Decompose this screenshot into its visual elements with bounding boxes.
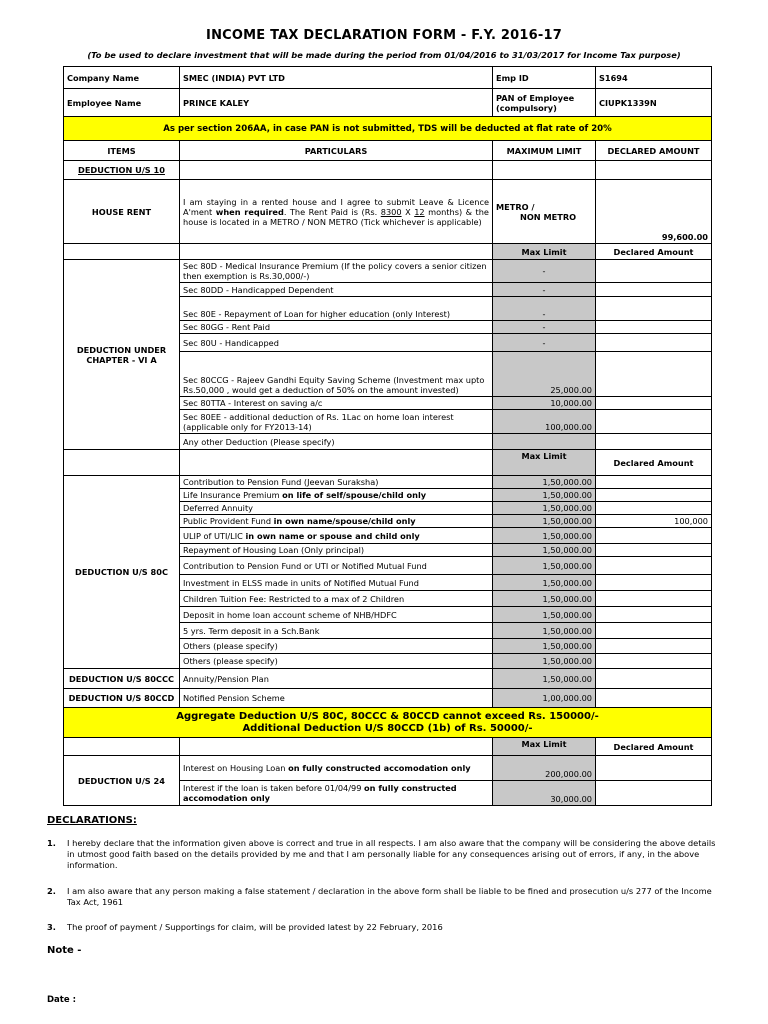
limit-cell: 1,00,000.00 — [493, 689, 596, 708]
note-label: Note - — [47, 945, 82, 956]
limit-cell: - — [493, 297, 596, 321]
limit-cell: 1,50,000.00 — [493, 623, 596, 639]
declared-input[interactable] — [596, 575, 712, 591]
section-label-u-s-10: DEDUCTION U/S 10 — [64, 161, 180, 180]
deduction-80ccc-label: DEDUCTION U/S 80CCC — [64, 669, 180, 689]
employee-value[interactable]: PRINCE KALEY — [180, 89, 493, 117]
particular-cell: Sec 80EE - additional deduction of Rs. 1Lac on home loan interest (applicable only for FY2013-14) — [180, 410, 493, 434]
limit-cell: 1,50,000.00 — [493, 489, 596, 502]
declared-input[interactable] — [596, 781, 712, 806]
particular-cell: Interest on Housing Loan on fully constructed accomodation only — [180, 756, 493, 781]
deduction-24-label: DEDUCTION U/S 24 — [64, 756, 180, 806]
limit-cell: 1,50,000.00 — [493, 654, 596, 669]
particular-cell: Sec 80TTA - Interest on saving a/c — [180, 397, 493, 410]
aggregate-notice — [64, 708, 712, 738]
particular-cell: Repayment of Housing Loan (Only principal) — [180, 544, 493, 557]
limit-cell: 1,50,000.00 — [493, 528, 596, 544]
limit-cell: 1,50,000.00 — [493, 544, 596, 557]
table-row — [64, 669, 712, 689]
limit-cell: - — [493, 321, 596, 334]
particular-cell: Sec 80U - Handicapped — [180, 334, 493, 352]
form-subtitle: (To be used to declare investment that will be made during the period from 01/04/2016 to 31/03/2017 for Income Tax purpose) — [87, 50, 681, 60]
particular-cell: Contribution to Pension Fund (Jeevan Suraksha) — [180, 476, 493, 489]
limit-cell: 30,000.00 — [493, 781, 596, 806]
limit-cell: - — [493, 334, 596, 352]
deduction-80ccd-label: DEDUCTION U/S 80CCD — [64, 689, 180, 708]
limit-cell: 1,50,000.00 — [493, 591, 596, 607]
declared-input[interactable] — [596, 434, 712, 450]
particular-cell: Public Provident Fund in own name/spouse/child only — [180, 515, 493, 528]
header-items: ITEMS — [64, 141, 180, 161]
declared-input[interactable] — [596, 669, 712, 689]
house-rent-label: HOUSE RENT — [64, 180, 180, 244]
particular-cell: Sec 80GG - Rent Paid — [180, 321, 493, 334]
particular-cell: Annuity/Pension Plan — [180, 669, 493, 689]
declared-input[interactable] — [596, 607, 712, 623]
rent-amount-field[interactable]: 8300 — [380, 206, 402, 217]
sec24-max-limit-header: Max Limit — [493, 738, 596, 756]
declared-input[interactable] — [596, 260, 712, 283]
limit-cell: 100,000.00 — [493, 410, 596, 434]
table-row — [64, 756, 712, 781]
particular-cell: Others (please specify) — [180, 639, 493, 654]
particular-cell: 5 yrs. Term deposit in a Sch.Bank — [180, 623, 493, 639]
pan-notice: As per section 206AA, in case PAN is not submitted, TDS will be deducted at flat rate of 20% — [64, 117, 712, 141]
empid-value[interactable]: S1694 — [596, 67, 712, 89]
table-row — [64, 476, 712, 489]
particular-cell: Life Insurance Premium on life of self/spouse/child only — [180, 489, 493, 502]
declared-input[interactable] — [596, 639, 712, 654]
employee-row — [64, 89, 712, 117]
aggregate-line-2: Additional Deduction U/S 80CCD (1b) of Rs. 50000/- — [242, 722, 533, 734]
date-label: Date : — [47, 995, 76, 1005]
limit-cell — [493, 434, 596, 450]
declaration-table — [63, 66, 712, 806]
particular-cell: Sec 80DD - Handicapped Dependent — [180, 283, 493, 297]
pan-label: PAN of Employee (compulsory) — [493, 89, 596, 117]
limit-cell: 10,000.00 — [493, 397, 596, 410]
declared-input[interactable]: 100,000 — [596, 515, 712, 528]
particular-cell: Deposit in home loan account scheme of NHB/HDFC — [180, 607, 493, 623]
declaration-item: 3. The proof of payment / Supportings for claim, will be provided latest by 22 February, 2016 — [47, 922, 443, 932]
table-row — [64, 689, 712, 708]
declared-input[interactable] — [596, 476, 712, 489]
limit-cell: 200,000.00 — [493, 756, 596, 781]
declared-input[interactable] — [596, 756, 712, 781]
table-row — [64, 260, 712, 283]
particular-cell: ULIP of UTI/LIC in own name or spouse and child only — [180, 528, 493, 544]
declared-input[interactable] — [596, 334, 712, 352]
limit-cell: 1,50,000.00 — [493, 502, 596, 515]
limit-cell: 1,50,000.00 — [493, 607, 596, 623]
limit-cell: - — [493, 260, 596, 283]
chapter-vi-a-label: DEDUCTION UNDER CHAPTER - VI A — [64, 260, 180, 450]
particular-cell: Sec 80CCG - Rajeev Gandhi Equity Saving Scheme (Investment max upto Rs.50,000 , would get a deduction of 50% on the amount invested) — [180, 352, 493, 397]
declarations-title: DECLARATIONS: — [47, 815, 137, 826]
declared-input[interactable] — [596, 321, 712, 334]
declaration-item: 2. I am also aware that any person making a false statement / declaration in the above form shall be liable to be fined and prosecution u/s 277 of the Income Tax Act, 1961 — [47, 886, 712, 907]
chapter6-max-limit-header: Max Limit — [493, 244, 596, 260]
house-rent-particular: I am staying in a rented house and I agree to submit Leave & Licence A'ment when required. The Rent Paid is (Rs. 8300 X 12 months) & the house is located in a METRO / NON METRO (Tick whichever is applicable) — [180, 180, 493, 244]
declared-input[interactable] — [596, 623, 712, 639]
limit-cell: 1,50,000.00 — [493, 669, 596, 689]
limit-cell: 25,000.00 — [493, 352, 596, 397]
house-rent-declared[interactable]: 99,600.00 — [596, 180, 712, 244]
declared-input[interactable] — [596, 397, 712, 410]
house-rent-row — [64, 180, 712, 244]
declared-input[interactable] — [596, 352, 712, 397]
particular-cell: Notified Pension Scheme — [180, 689, 493, 708]
chapter6-declared-header: Declared Amount — [596, 244, 712, 260]
particular-cell: Others (please specify) — [180, 654, 493, 669]
declared-input[interactable] — [596, 654, 712, 669]
empid-label: Emp ID — [493, 67, 596, 89]
particular-cell: Deferred Annuity — [180, 502, 493, 515]
aggregate-line-1: Aggregate Deduction U/S 80C, 80CCC & 80CCD cannot exceed Rs. 150000/- — [176, 710, 599, 722]
particular-cell: Investment in ELSS made in units of Notified Mutual Fund — [180, 575, 493, 591]
declared-input[interactable] — [596, 502, 712, 515]
declared-input[interactable] — [596, 689, 712, 708]
metro-option[interactable]: METRO / NON METRO — [493, 180, 596, 244]
particular-cell: Sec 80E - Repayment of Loan for higher education (only Interest) — [180, 297, 493, 321]
limit-cell: 1,50,000.00 — [493, 476, 596, 489]
sec80c-declared-header: Declared Amount — [596, 450, 712, 476]
company-row — [64, 67, 712, 89]
declared-input[interactable] — [596, 489, 712, 502]
declared-input[interactable] — [596, 297, 712, 321]
column-headers — [64, 141, 712, 161]
particular-cell: Children Tuition Fee: Restricted to a max of 2 Children — [180, 591, 493, 607]
declared-input[interactable] — [596, 544, 712, 557]
employee-label: Employee Name — [64, 89, 180, 117]
form-title: INCOME TAX DECLARATION FORM - F.Y. 2016-17 — [206, 28, 562, 43]
header-maximum-limit: MAXIMUM LIMIT — [493, 141, 596, 161]
declared-input[interactable] — [596, 591, 712, 607]
declared-input[interactable] — [596, 557, 712, 575]
deduction-80c-label: DEDUCTION U/S 80C — [64, 476, 180, 669]
declared-input[interactable] — [596, 283, 712, 297]
sec24-declared-header: Declared Amount — [596, 738, 712, 756]
sec80c-max-limit-header: Max Limit — [493, 450, 596, 476]
months-field[interactable]: 12 — [414, 206, 425, 217]
header-particulars: PARTICULARS — [180, 141, 493, 161]
limit-cell: - — [493, 283, 596, 297]
company-label: Company Name — [64, 67, 180, 89]
declared-input[interactable] — [596, 528, 712, 544]
company-value[interactable]: SMEC (INDIA) PVT LTD — [180, 67, 493, 89]
particular-cell: Contribution to Pension Fund or UTI or Notified Mutual Fund — [180, 557, 493, 575]
limit-cell: 1,50,000.00 — [493, 639, 596, 654]
pan-value[interactable]: CIUPK1339N — [596, 89, 712, 117]
particular-cell: Sec 80D - Medical Insurance Premium (If the policy covers a senior citizen then exemption is Rs.30,000/-) — [180, 260, 493, 283]
header-declared-amount: DECLARED AMOUNT — [596, 141, 712, 161]
particular-cell: Any other Deduction (Please specify) — [180, 434, 493, 450]
limit-cell: 1,50,000.00 — [493, 515, 596, 528]
declared-input[interactable] — [596, 410, 712, 434]
particular-cell: Interest if the loan is taken before 01/04/99 on fully constructed accomodation only — [180, 781, 493, 806]
limit-cell: 1,50,000.00 — [493, 557, 596, 575]
declaration-item: 1. I hereby declare that the information given above is correct and true in all respects. I am also aware that the company will be considering the above details in utmost good faith based on the details provided by me and that I am personally liable for any consequences arising out of errors, if any, in the above information. — [47, 838, 716, 870]
limit-cell: 1,50,000.00 — [493, 575, 596, 591]
